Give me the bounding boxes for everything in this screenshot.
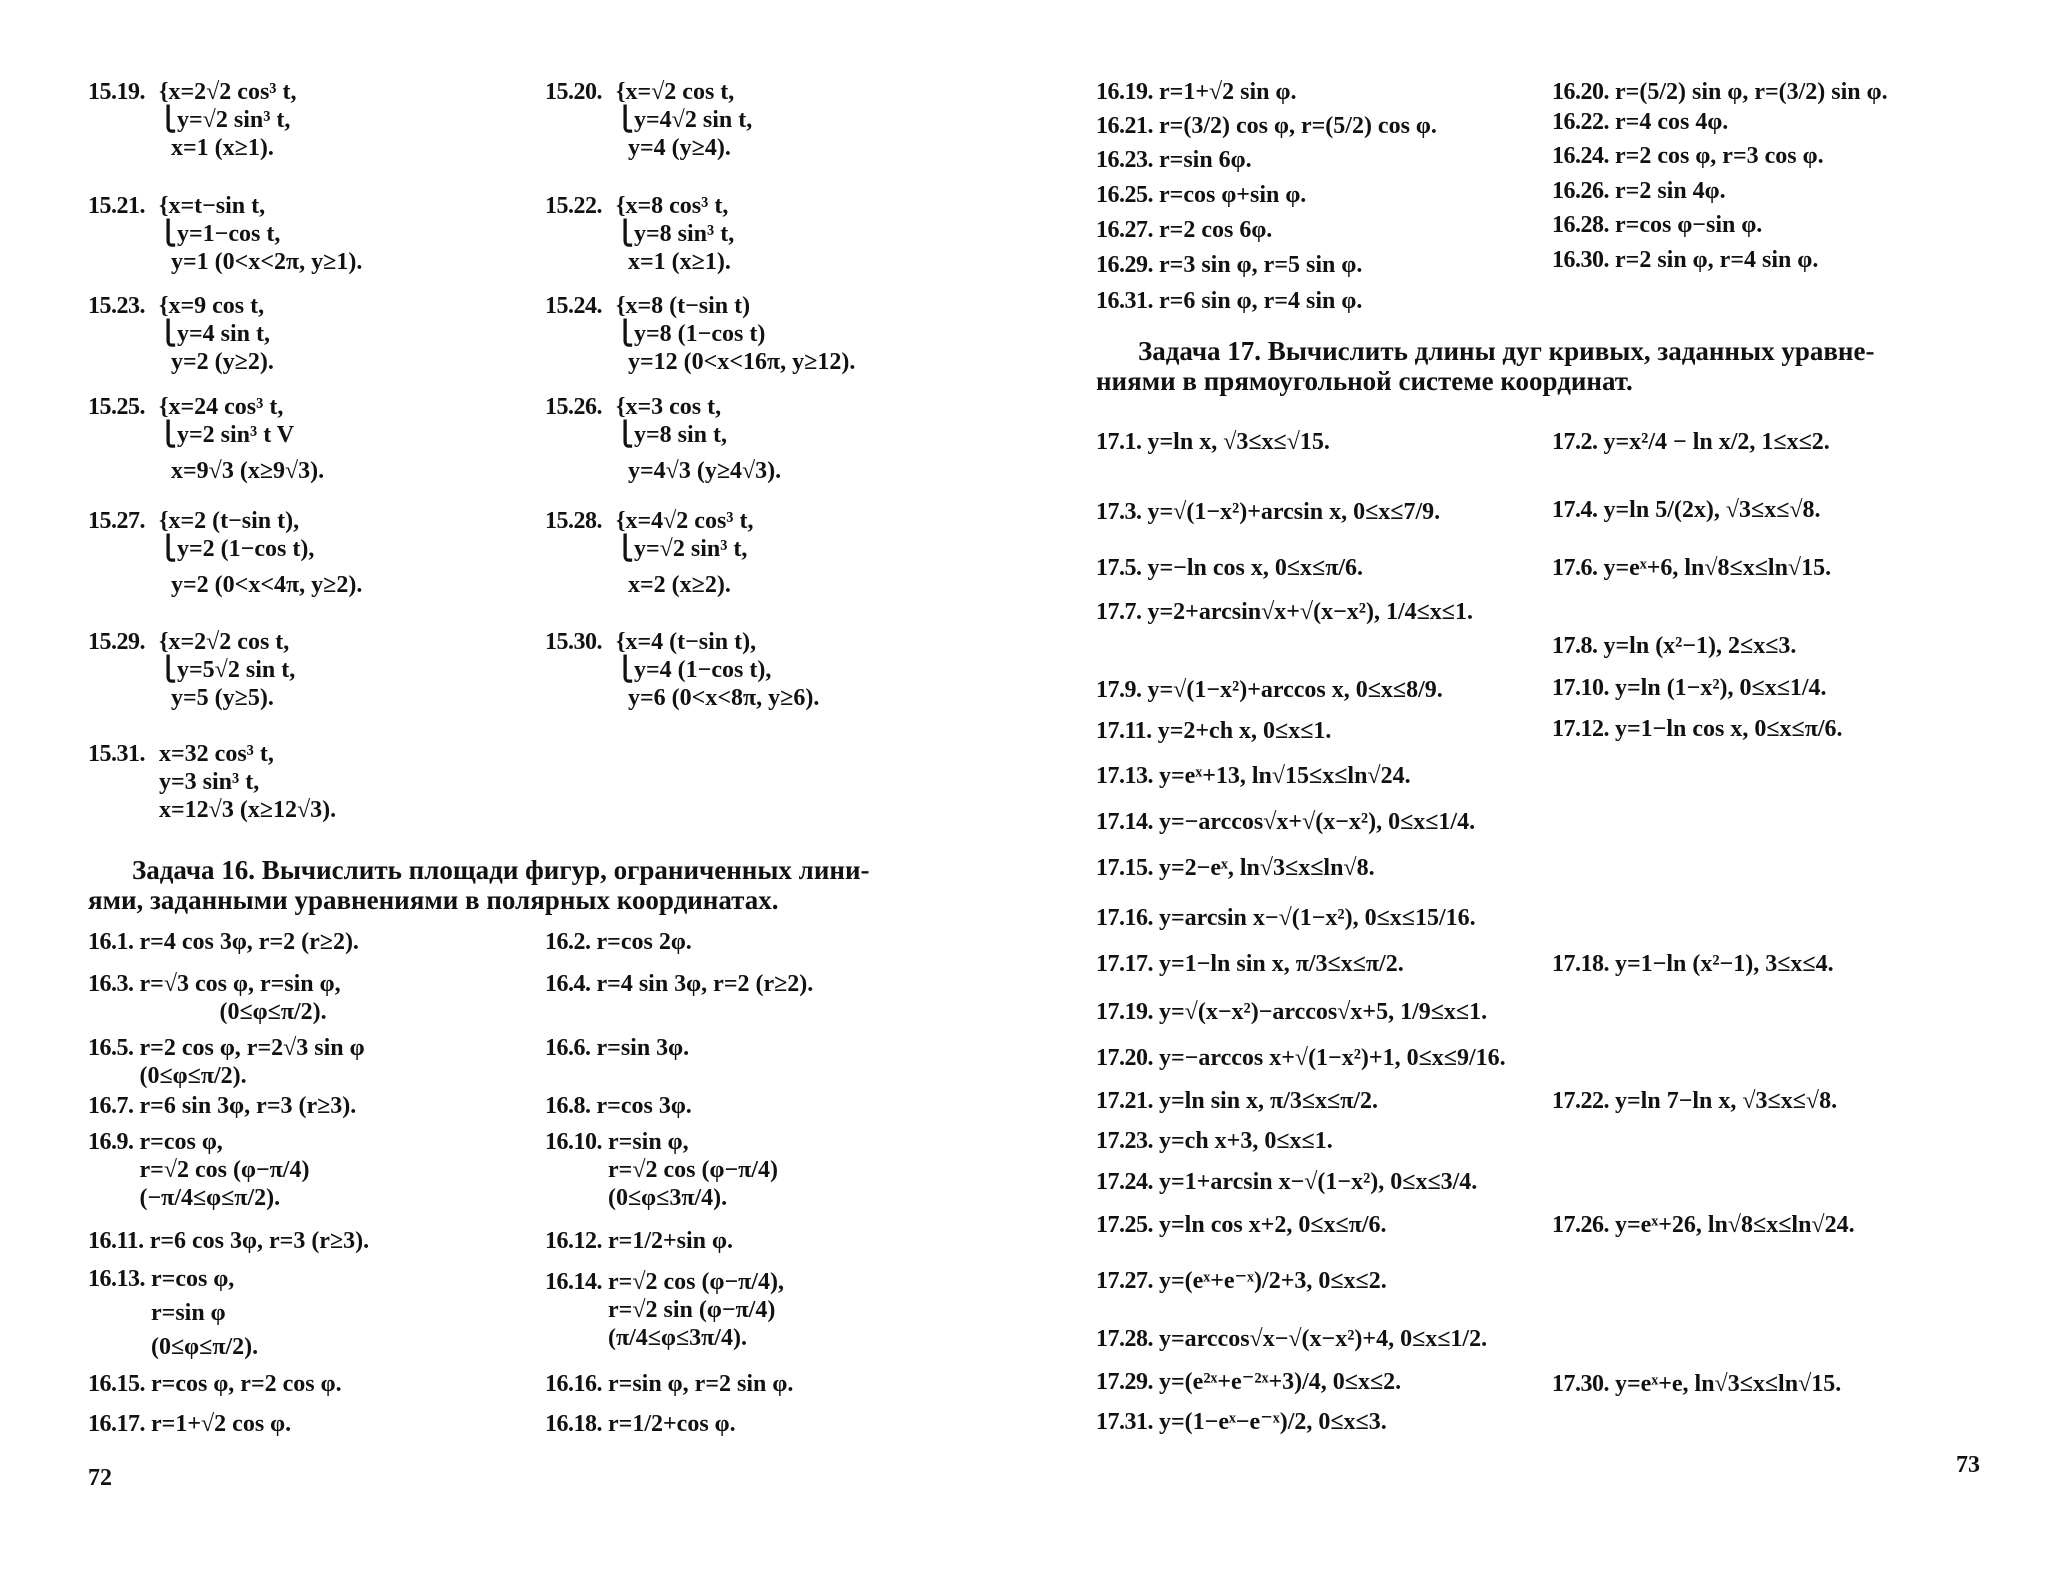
problem-15-30: 15.30. {x=4 (t−sin t), ⎩y=4 (1−cos t), y=6 (0<x<8π, y≥6).: [545, 629, 820, 711]
problem-16-20: 16.20. r=(5/2) sin φ, r=(3/2) sin φ.: [1552, 79, 1888, 105]
problem-15-24: 15.24. {x=8 (t−sin t) ⎩y=8 (1−cos t) y=12 (0<x<16π, y≥12).: [545, 293, 856, 375]
problem-17-16: 17.16. y=arcsin x−√(1−x²), 0≤x≤15/16.: [1096, 905, 1476, 931]
problem-16-22: 16.22. r=4 cos 4φ.: [1552, 109, 1729, 135]
problem-15-21: 15.21. {x=t−sin t, ⎩y=1−cos t, y=1 (0<x<2π, y≥1).: [88, 193, 363, 275]
problem-16-7: 16.7. r=6 sin 3φ, r=3 (r≥3).: [88, 1093, 357, 1119]
problem-17-4: 17.4. y=ln 5/(2x), √3≤x≤√8.: [1552, 497, 1821, 523]
problem-17-24: 17.24. y=1+arcsin x−√(1−x²), 0≤x≤3/4.: [1096, 1169, 1478, 1195]
problem-16-25: 16.25. r=cos φ+sin φ.: [1096, 182, 1307, 208]
problem-17-21: 17.21. y=ln sin x, π/3≤x≤π/2.: [1096, 1088, 1379, 1114]
problem-16-8: 16.8. r=cos 3φ.: [545, 1093, 692, 1119]
task-16-heading: Задача 16. Вычислить площади фигур, ограниченных лини-: [132, 855, 870, 885]
problem-17-5: 17.5. y=−ln cos x, 0≤x≤π/6.: [1096, 555, 1364, 581]
problem-17-6: 17.6. y=eˣ+6, ln√8≤x≤ln√15.: [1552, 555, 1832, 581]
problem-15-28: 15.28. {x=4√2 cos³ t, ⎩y=√2 sin³ t, x=2 (x≥2).: [545, 508, 754, 598]
problem-15-31: 15.31. x=32 cos³ t, y=3 sin³ t, x=12√3 (x≥12√3).: [88, 741, 337, 823]
problem-16-14: 16.14. r=√2 cos (φ−π/4), r=√2 sin (φ−π/4) (π/4≤φ≤3π/4).: [545, 1269, 784, 1351]
problem-16-31: 16.31. r=6 sin φ, r=4 sin φ.: [1096, 288, 1363, 314]
problem-15-20: 15.20. {x=√2 cos t, ⎩y=4√2 sin t, y=4 (y≥4).: [545, 79, 753, 161]
problem-17-11: 17.11. y=2+ch x, 0≤x≤1.: [1096, 718, 1332, 744]
problem-16-24: 16.24. r=2 cos φ, r=3 cos φ.: [1552, 143, 1824, 169]
problem-16-2: 16.2. r=cos 2φ.: [545, 929, 692, 955]
problem-17-17: 17.17. y=1−ln sin x, π/3≤x≤π/2.: [1096, 951, 1404, 977]
problem-17-25: 17.25. y=ln cos x+2, 0≤x≤π/6.: [1096, 1212, 1387, 1238]
problem-16-13: 16.13. r=cos φ, r=sin φ (0≤φ≤π/2).: [88, 1266, 259, 1360]
problem-16-19: 16.19. r=1+√2 sin φ.: [1096, 79, 1297, 105]
problem-16-11: 16.11. r=6 cos 3φ, r=3 (r≥3).: [88, 1228, 370, 1254]
problem-16-30: 16.30. r=2 sin φ, r=4 sin φ.: [1552, 247, 1819, 273]
problem-17-19: 17.19. y=√(x−x²)−arccos√x+5, 1/9≤x≤1.: [1096, 999, 1488, 1025]
problem-17-7: 17.7. y=2+arcsin√x+√(x−x²), 1/4≤x≤1.: [1096, 599, 1473, 625]
page-number-left: 72: [88, 1465, 112, 1491]
problem-16-6: 16.6. r=sin 3φ.: [545, 1035, 690, 1061]
problem-15-22: 15.22. {x=8 cos³ t, ⎩y=8 sin³ t, x=1 (x≥1).: [545, 193, 735, 275]
problem-16-27: 16.27. r=2 cos 6φ.: [1096, 217, 1273, 243]
task-16-heading-cont: ями, заданными уравнениями в полярных координатах.: [88, 885, 779, 915]
problem-16-3: 16.3. r=√3 cos φ, r=sin φ, (0≤φ≤π/2).: [88, 971, 341, 1025]
problem-17-23: 17.23. y=ch x+3, 0≤x≤1.: [1096, 1128, 1333, 1154]
problem-17-20: 17.20. y=−arccos x+√(1−x²)+1, 0≤x≤9/16.: [1096, 1045, 1506, 1071]
problem-17-28: 17.28. y=arccos√x−√(x−x²)+4, 0≤x≤1/2.: [1096, 1326, 1488, 1352]
problem-16-28: 16.28. r=cos φ−sin φ.: [1552, 212, 1763, 238]
problem-15-27: 15.27. {x=2 (t−sin t), ⎩y=2 (1−cos t), y=2 (0<x<4π, y≥2).: [88, 508, 363, 598]
problem-16-10: 16.10. r=sin φ, r=√2 cos (φ−π/4) (0≤φ≤3π/4).: [545, 1129, 778, 1211]
problem-15-19: 15.19. {x=2√2 cos³ t, ⎩y=√2 sin³ t, x=1 (x≥1).: [88, 79, 297, 161]
problem-17-31: 17.31. y=(1−eˣ−e⁻ˣ)/2, 0≤x≤3.: [1096, 1409, 1387, 1435]
problem-16-16: 16.16. r=sin φ, r=2 sin φ.: [545, 1371, 794, 1397]
problem-16-15: 16.15. r=cos φ, r=2 cos φ.: [88, 1371, 342, 1397]
problem-17-1: 17.1. y=ln x, √3≤x≤√15.: [1096, 429, 1330, 455]
problem-16-21: 16.21. r=(3/2) cos φ, r=(5/2) cos φ.: [1096, 113, 1437, 139]
problem-17-10: 17.10. y=ln (1−x²), 0≤x≤1/4.: [1552, 675, 1827, 701]
problem-16-18: 16.18. r=1/2+cos φ.: [545, 1411, 736, 1437]
problem-15-26: 15.26. {x=3 cos t, ⎩y=8 sin t, y=4√3 (y≥4√3).: [545, 394, 782, 484]
problem-16-9: 16.9. r=cos φ, r=√2 cos (φ−π/4) (−π/4≤φ≤π/2).: [88, 1129, 310, 1211]
problem-15-23: 15.23. {x=9 cos t, ⎩y=4 sin t, y=2 (y≥2).: [88, 293, 274, 375]
problem-17-26: 17.26. y=eˣ+26, ln√8≤x≤ln√24.: [1552, 1212, 1855, 1238]
problem-16-23: 16.23. r=sin 6φ.: [1096, 147, 1252, 173]
problem-17-27: 17.27. y=(eˣ+e⁻ˣ)/2+3, 0≤x≤2.: [1096, 1268, 1387, 1294]
problem-17-29: 17.29. y=(e²ˣ+e⁻²ˣ+3)/4, 0≤x≤2.: [1096, 1369, 1402, 1395]
problem-17-9: 17.9. y=√(1−x²)+arccos x, 0≤x≤8/9.: [1096, 677, 1443, 703]
problem-16-4: 16.4. r=4 sin 3φ, r=2 (r≥2).: [545, 971, 814, 997]
problem-17-22: 17.22. y=ln 7−ln x, √3≤x≤√8.: [1552, 1088, 1838, 1114]
problem-17-8: 17.8. y=ln (x²−1), 2≤x≤3.: [1552, 633, 1797, 659]
problem-17-15: 17.15. y=2−eˣ, ln√3≤x≤ln√8.: [1096, 855, 1375, 881]
problem-17-14: 17.14. y=−arccos√x+√(x−x²), 0≤x≤1/4.: [1096, 809, 1476, 835]
problem-16-26: 16.26. r=2 sin 4φ.: [1552, 178, 1726, 204]
problem-16-12: 16.12. r=1/2+sin φ.: [545, 1228, 734, 1254]
problem-16-17: 16.17. r=1+√2 cos φ.: [88, 1411, 292, 1437]
right-page: [1036, 0, 2072, 1579]
problem-17-30: 17.30. y=eˣ+e, ln√3≤x≤ln√15.: [1552, 1371, 1842, 1397]
problem-16-29: 16.29. r=3 sin φ, r=5 sin φ.: [1096, 252, 1363, 278]
problem-17-12: 17.12. y=1−ln cos x, 0≤x≤π/6.: [1552, 716, 1843, 742]
problem-17-3: 17.3. y=√(1−x²)+arcsin x, 0≤x≤7/9.: [1096, 499, 1441, 525]
page-number-right: 73: [1956, 1452, 1980, 1478]
problem-16-1: 16.1. r=4 cos 3φ, r=2 (r≥2).: [88, 929, 359, 955]
problem-17-18: 17.18. y=1−ln (x²−1), 3≤x≤4.: [1552, 951, 1834, 977]
problem-17-13: 17.13. y=eˣ+13, ln√15≤x≤ln√24.: [1096, 763, 1411, 789]
task-17-heading-cont: ниями в прямоугольной системе координат.: [1096, 366, 1633, 396]
problem-15-25: 15.25. {x=24 cos³ t, ⎩y=2 sin³ t V x=9√3 (x≥9√3).: [88, 394, 325, 484]
task-17-heading: Задача 17. Вычислить длины дуг кривых, заданных уравне-: [1138, 336, 1875, 366]
problem-17-2: 17.2. y=x²/4 − ln x/2, 1≤x≤2.: [1552, 429, 1830, 455]
problem-15-29: 15.29. {x=2√2 cos t, ⎩y=5√2 sin t, y=5 (y≥5).: [88, 629, 296, 711]
problem-16-5: 16.5. r=2 cos φ, r=2√3 sin φ (0≤φ≤π/2).: [88, 1035, 365, 1089]
